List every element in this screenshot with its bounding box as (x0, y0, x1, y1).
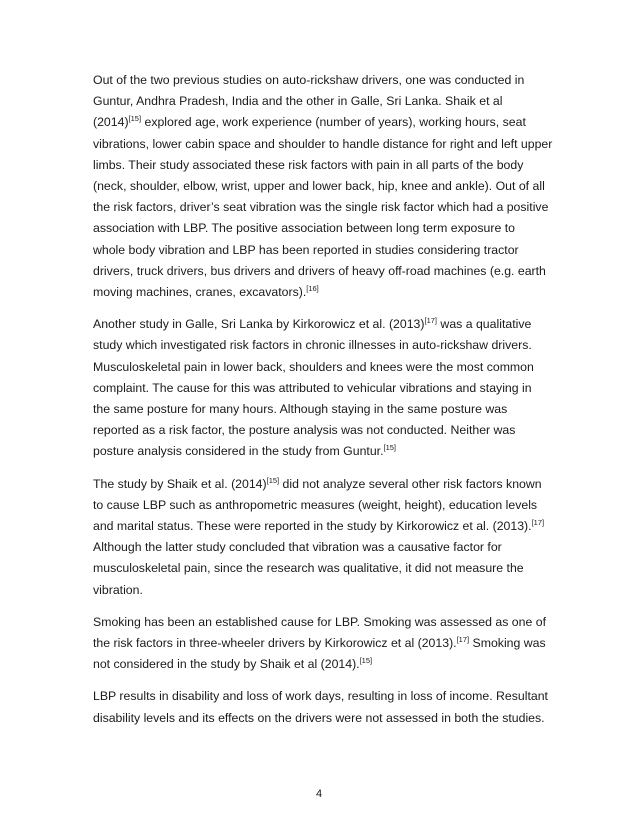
text-run: Musculoskeletal pain in lower back, shoulders and knees were the most common (93, 359, 534, 374)
citation-reference: [15] (266, 475, 280, 485)
paragraph (93, 70, 572, 303)
text-line (93, 495, 572, 516)
text-run: did not analyze several other risk factors known (279, 476, 542, 491)
text-line (93, 516, 572, 537)
text-run: Smoking was (469, 636, 546, 651)
text-run: Out of the two previous studies on auto-rickshaw drivers, one was conducted in (93, 73, 525, 87)
text-line (93, 197, 572, 218)
text-run: whole body vibration and LBP has been reported in studies considering tractor (93, 242, 519, 257)
text-run: Although the latter study concluded that vibration was a causative factor for (93, 540, 502, 555)
citation-reference: [15] (383, 443, 397, 453)
text-line (93, 633, 572, 654)
text-run: Guntur, Andhra Pradesh, India and the other in Galle, Sri Lanka. Shaik et al (93, 94, 503, 109)
text-run: disability levels and its effects on the drivers were not assessed in both the studies. (93, 710, 545, 725)
citation-reference: [17] (456, 635, 470, 645)
text-line (93, 70, 572, 91)
text-line (93, 112, 572, 133)
text-line (93, 441, 572, 462)
text-run: Another study in Galle, Sri Lanka by Kirkorowicz et al. (2013) (93, 317, 425, 332)
text-run: to cause LBP such as anthropometric measures (weight, height), education levels (93, 497, 538, 512)
text-run: not considered in the study by Shaik et al (2014). (93, 657, 360, 672)
text-line (93, 155, 572, 176)
text-run: reported as a risk factor, the posture analysis was not conducted. Neither was (93, 423, 516, 438)
page-number: 4 (315, 788, 323, 800)
text-line (93, 580, 572, 601)
text-line (93, 612, 572, 633)
text-run: was a qualitative (437, 317, 532, 332)
text-run: musculoskeletal pain, since the research was qualitative, it did not measure the (93, 561, 524, 576)
text-line (93, 654, 572, 675)
text-line (93, 399, 572, 420)
text-run: explored age, work experience (number of years), working hours, seat (141, 115, 526, 130)
text-run: the risk factors in three-wheeler drivers by Kirkorowicz et al (2013). (93, 636, 457, 651)
text-line (93, 261, 572, 282)
text-line (93, 708, 572, 729)
text-run: study which investigated risk factors in chronic illnesses in auto-rickshaw drivers. (93, 338, 532, 353)
paragraph (93, 686, 572, 728)
text-line (93, 134, 572, 155)
text-run: association with LBP. The positive association between long term exposure to (93, 221, 515, 236)
text-line (93, 218, 572, 239)
citation-reference: [15] (359, 656, 373, 666)
text-run: Smoking has been an established cause for LBP. Smoking was assessed as one of (93, 614, 546, 629)
text-line (93, 537, 572, 558)
body-text (93, 70, 572, 729)
citation-reference: [16] (306, 284, 319, 294)
text-line (93, 474, 572, 495)
text-run: LBP results in disability and loss of work days, resulting in loss of income. Resultant (93, 689, 548, 704)
text-line (93, 420, 572, 441)
text-run: posture analysis considered in the study from Guntur. (93, 444, 384, 459)
text-line (93, 357, 572, 378)
text-run: the risk factors, driver’s seat vibration was the single risk factor which had a positive (93, 200, 549, 215)
text-line (93, 91, 572, 112)
text-run: The study by Shaik et al. (2014) (93, 476, 267, 491)
paragraph (93, 314, 572, 462)
text-run: (neck, shoulder, elbow, wrist, upper and lower back, hip, knee and ankle). Out of all (93, 179, 545, 194)
paragraph (93, 474, 572, 601)
text-run: and marital status. These were reported in the study by Kirkorowicz et al. (2013). (93, 519, 532, 534)
text-line (93, 176, 572, 197)
text-line (93, 282, 572, 303)
text-line (93, 378, 572, 399)
text-line (93, 314, 572, 335)
text-line (93, 686, 572, 707)
text-run: drivers, truck drivers, bus drivers and drivers of heavy off-road machines (e.g. earth (93, 263, 546, 278)
text-run: vibration. (93, 582, 143, 597)
citation-reference: [17] (424, 316, 438, 326)
text-run: vibrations, lower cabin space and shoulder to handle distance for right and left upper (93, 136, 553, 151)
citation-reference: [17] (531, 518, 545, 528)
text-line (93, 558, 572, 579)
text-run: the same posture for many hours. Although staying in the same posture was (93, 402, 508, 417)
citation-reference: [15] (128, 114, 142, 124)
text-line (93, 240, 572, 261)
text-run: complaint. The cause for this was attributed to vehicular vibrations and staying in (93, 380, 532, 395)
text-run: limbs. Their study associated these risk factors with pain in all parts of the body (93, 157, 524, 172)
text-run: moving machines, cranes, excavators). (93, 285, 307, 300)
text-run: (2014) (93, 115, 129, 130)
text-line (93, 335, 572, 356)
paragraph (93, 612, 572, 676)
